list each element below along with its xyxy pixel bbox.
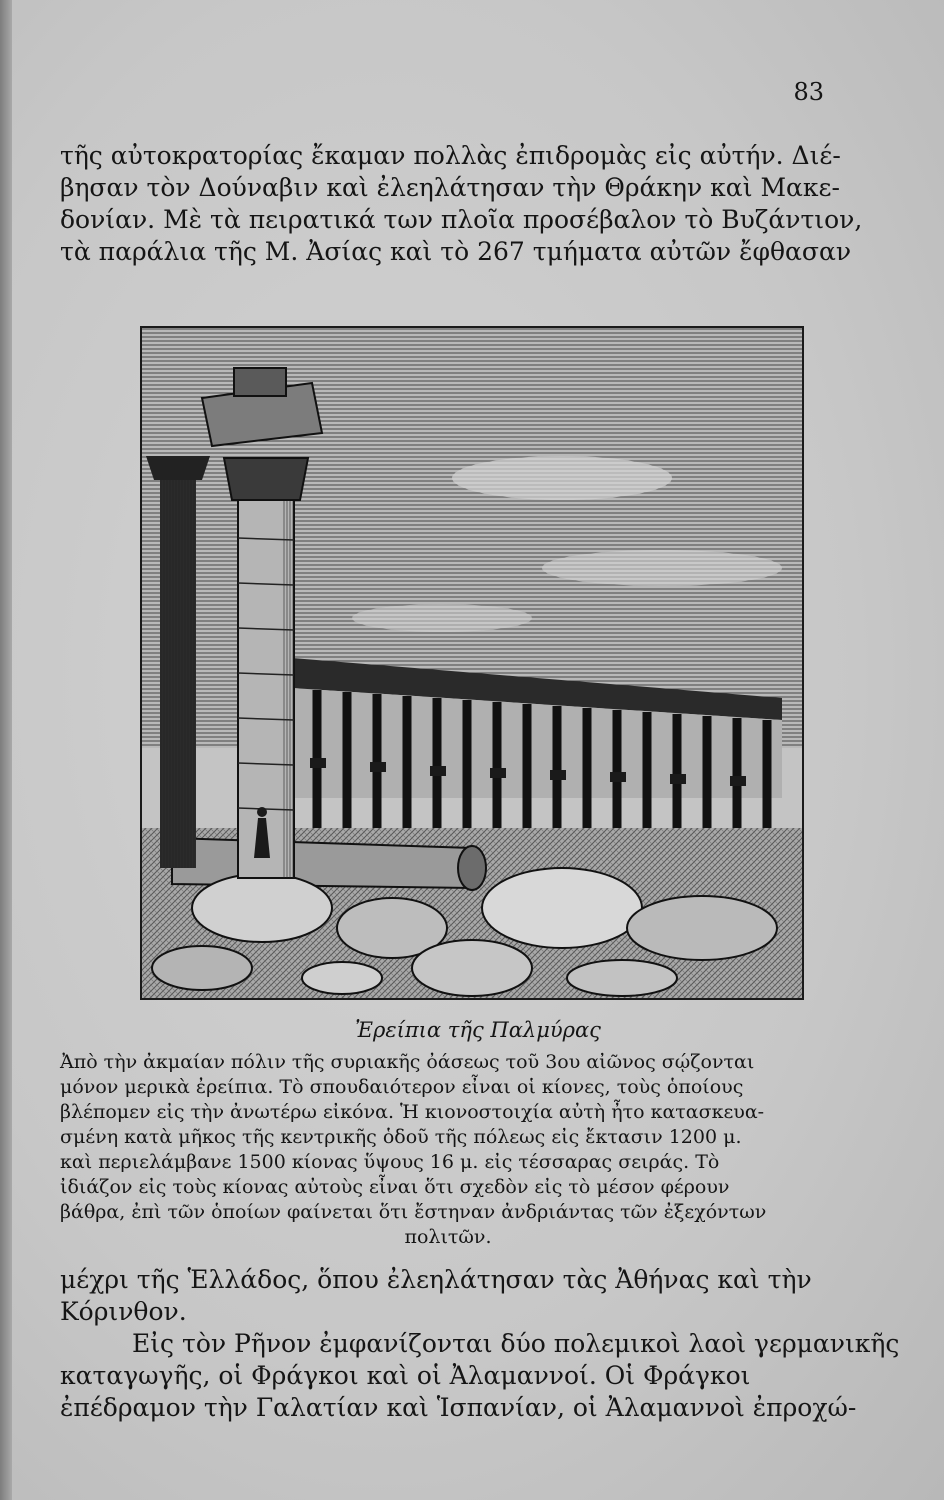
text-line: Εἰς τὸν Ρῆνον ἐμφανίζονται δύο πολεμικοὶ λαοὶ γερμανικῆς: [132, 1329, 900, 1358]
page-edge-shadow: [0, 0, 12, 1500]
caption-line: ἰδιάζον εἰς τοὺς κίονας αὐτοὺς εἶναι ὅτι σχεδὸν εἰς τὸ μέσον φέρουν: [60, 1176, 730, 1198]
caption-line: μόνον μερικὰ ἐρείπια. Τὸ σπουδαιότερον εἶναι οἱ κίονες, τοὺς ὁποίους: [60, 1076, 744, 1098]
page-number: 83: [793, 78, 824, 106]
figure-caption-body: [60, 1050, 836, 1250]
text-line: μέχρι τῆς Ἑλλάδος, ὅπου ἐλεηλάτησαν τὰς Ἀθήνας καὶ τὴν: [60, 1265, 812, 1294]
text-line: τῆς αὐτοκρατορίας ἔκαμαν πολλὰς ἐπιδρομὰς εἰς αὐτήν. Διέ-: [60, 141, 841, 170]
figure-caption-title: Ἐρείπια τῆς Παλμύρας: [355, 1018, 601, 1042]
caption-line: βάθρα, ἐπὶ τῶν ὁποίων φαίνεται ὅτι ἔστηναν ἀνδριάντας τῶν ἐξεχόντων: [60, 1201, 767, 1223]
text-line: ἐπέδραμον τὴν Γαλατίαν καὶ Ἱσπανίαν, οἱ Ἀλαμαννοὶ ἐπροχώ-: [60, 1393, 857, 1422]
text-line: Κόρινθον.: [60, 1297, 187, 1326]
text-line: καταγωγῆς, οἱ Φράγκοι καὶ οἱ Ἀλαμαννοί. Οἱ Φράγκοι: [60, 1361, 751, 1390]
caption-line: Ἀπὸ τὴν ἀκμαίαν πόλιν τῆς συριακῆς ὀάσεως τοῦ 3ου αἰῶνος σῴζονται: [60, 1051, 755, 1073]
caption-line: σμένη κατὰ μῆκος τῆς κεντρικῆς ὁδοῦ τῆς πόλεως εἰς ἔκτασιν 1200 μ.: [60, 1126, 742, 1148]
engraving-illustration: [142, 328, 802, 998]
caption-last-line: πολιτῶν.: [404, 1226, 492, 1248]
text-line: δονίαν. Μὲ τὰ πειρατικά των πλοῖα προσέβαλον τὸ Βυζάντιον,: [60, 205, 863, 234]
book-page: [12, 0, 944, 1500]
caption-line: καὶ περιελάμβανε 1500 κίονας ὕψους 16 μ. εἰς τέσσαρας σειράς. Τὸ: [60, 1151, 720, 1173]
text-line: τὰ παράλια τῆς Μ. Ἀσίας καὶ τὸ 267 τμήματα αὐτῶν ἔφθασαν: [60, 237, 852, 266]
caption-line: βλέπομεν εἰς τὴν ἀνωτέρω εἰκόνα. Ἡ κιονοστοιχία αὐτὴ ἦτο κατασκευα-: [60, 1101, 765, 1123]
text-line: βησαν τὸν Δούναβιν καὶ ἐλεηλάτησαν τὴν Θράκην καὶ Μακε-: [60, 173, 840, 202]
bottom-paragraphs: [60, 1264, 900, 1424]
palmyra-ruins-engraving: [140, 326, 804, 1000]
top-paragraph: [60, 140, 863, 268]
